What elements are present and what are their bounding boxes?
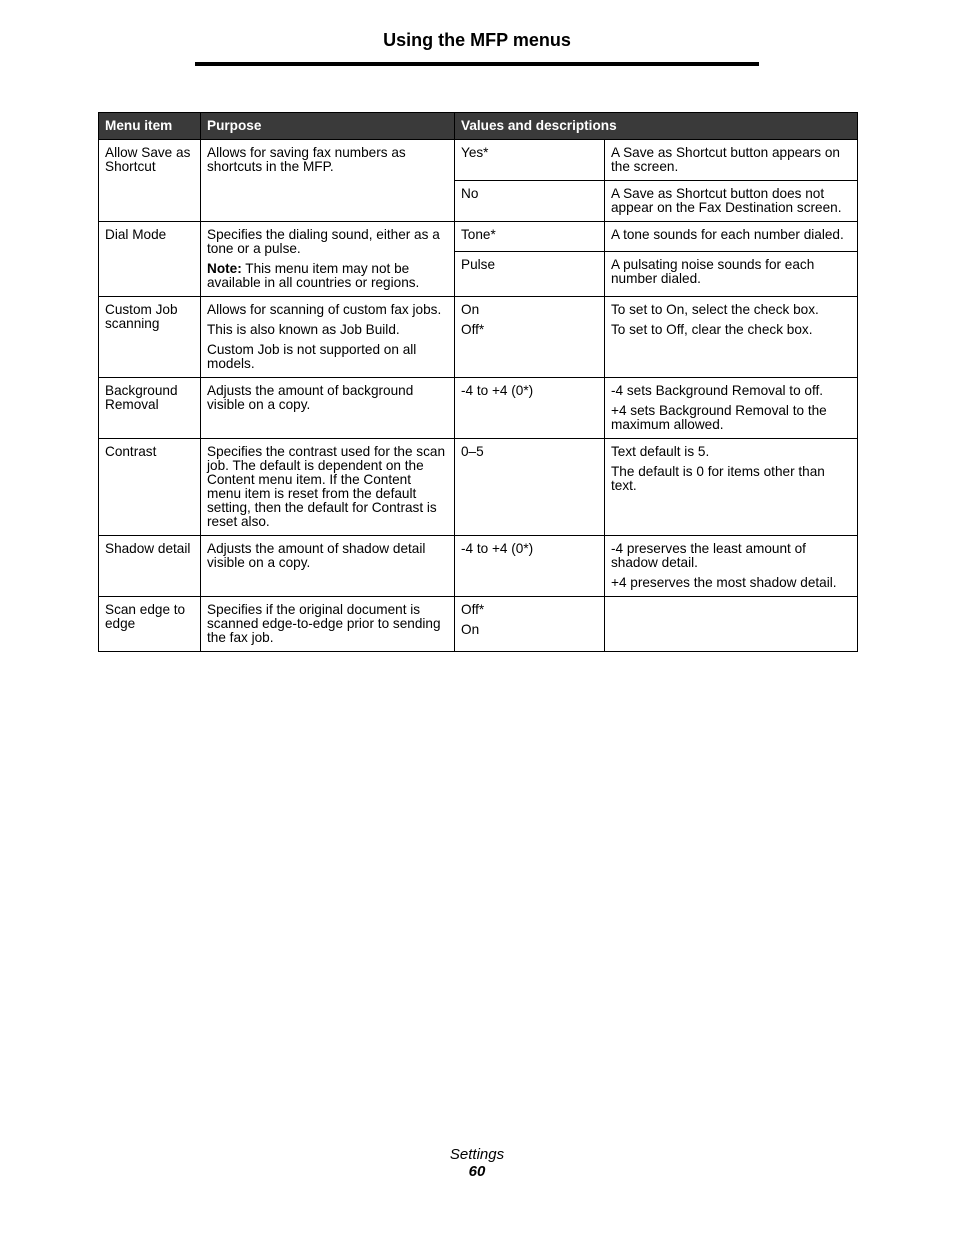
value-text: -4 to +4 (0*)	[461, 541, 534, 556]
menu-item-cell: Custom Job scanning	[99, 297, 201, 378]
table-row	[99, 378, 858, 439]
footer-section-name: Settings	[449, 1146, 505, 1163]
description-text: A pulsating noise sounds for each number dialed.	[611, 256, 815, 286]
column-header-menu-item: Menu item	[99, 113, 201, 140]
table-row	[99, 140, 858, 181]
purpose-text: This is also known as Job Build.	[207, 322, 400, 337]
value-text: Off*	[461, 602, 485, 617]
description-cell	[605, 140, 858, 181]
page-footer	[0, 1146, 954, 1180]
menu-item-cell: Dial Mode	[99, 222, 201, 297]
table-header-row	[99, 113, 858, 140]
purpose-text: Custom Job is not supported on all models.	[207, 342, 417, 371]
purpose-cell	[201, 222, 455, 297]
menu-item-cell: Allow Save as Shortcut	[99, 140, 201, 222]
column-header-values: Values and descriptions	[455, 113, 858, 140]
description-cell	[605, 378, 858, 439]
table-row	[99, 597, 858, 652]
description-cell	[605, 181, 858, 222]
description-cell	[605, 251, 858, 296]
title-rule	[195, 62, 759, 66]
purpose-text: Specifies if the original document is scanned edge-to-edge prior to sending the fax job.	[207, 602, 441, 645]
purpose-cell	[201, 439, 455, 536]
purpose-cell	[201, 536, 455, 597]
table-body	[99, 140, 858, 652]
note-label: Note:	[207, 261, 242, 276]
purpose-text: Allows for scanning of custom fax jobs.	[207, 302, 442, 317]
purpose-text: Adjusts the amount of shadow detail visible on a copy.	[207, 541, 426, 570]
purpose-cell	[201, 140, 455, 222]
table-row	[99, 297, 858, 378]
menu-item-cell: Background Removal	[99, 378, 201, 439]
description-cell	[605, 536, 858, 597]
purpose-text: Allows for saving fax numbers as shortcuts in the MFP.	[207, 145, 406, 174]
description-text: A Save as Shortcut button appears on the screen.	[611, 145, 840, 174]
page-title: Using the MFP menus	[383, 30, 571, 50]
value-text: 0–5	[461, 444, 484, 459]
description-text: +4 sets Background Removal to the maximum allowed.	[611, 403, 827, 432]
table-row	[99, 439, 858, 536]
value-text: Pulse	[461, 256, 496, 272]
description-text: To set to Off, clear the check box.	[611, 322, 813, 337]
value-text: Yes*	[461, 145, 489, 160]
description-text: The default is 0 for items other than text.	[611, 464, 825, 493]
description-text: Text default is 5.	[611, 444, 710, 459]
value-cell	[455, 251, 605, 296]
table-row	[99, 536, 858, 597]
description-text: A tone sounds for each number dialed.	[611, 227, 844, 242]
value-cell	[455, 439, 605, 536]
note-text	[207, 262, 448, 290]
note-body: This menu item may not be available in all countries or regions.	[207, 261, 420, 290]
value-cell	[455, 181, 605, 222]
purpose-text: Adjusts the amount of background visible on a copy.	[207, 383, 414, 412]
description-text: -4 preserves the least amount of shadow detail.	[611, 541, 806, 570]
purpose-text: Specifies the contrast used for the scan job. The default is dependent on the Content menu item. If the Content menu item is reset from the default setting, then the default for Contrast is reset also.	[207, 444, 446, 529]
description-cell	[605, 297, 858, 378]
value-cell	[455, 140, 605, 181]
value-cell	[455, 222, 605, 252]
menu-item-cell: Contrast	[99, 439, 201, 536]
purpose-cell	[201, 597, 455, 652]
purpose-cell	[201, 378, 455, 439]
value-text: Off*	[461, 322, 485, 337]
value-text: -4 to +4 (0*)	[461, 383, 534, 398]
value-text: No	[461, 186, 479, 201]
description-cell	[605, 597, 858, 652]
menu-item-cell: Scan edge to edge	[99, 597, 201, 652]
description-text: +4 preserves the most shadow detail.	[611, 575, 837, 590]
value-cell	[455, 597, 605, 652]
menu-item-cell: Shadow detail	[99, 536, 201, 597]
description-cell	[605, 222, 858, 252]
description-cell	[605, 439, 858, 536]
purpose-cell	[201, 297, 455, 378]
value-cell	[455, 378, 605, 439]
description-text: A Save as Shortcut button does not appear on the Fax Destination screen.	[611, 186, 842, 215]
settings-table	[98, 112, 858, 652]
column-header-purpose: Purpose	[201, 113, 455, 140]
description-text: To set to On, select the check box.	[611, 302, 819, 317]
purpose-text: Specifies the dialing sound, either as a tone or a pulse.	[207, 227, 440, 256]
value-text: Tone*	[461, 227, 496, 242]
description-text: -4 sets Background Removal to off.	[611, 383, 824, 398]
value-cell	[455, 297, 605, 378]
value-text: On	[461, 302, 480, 317]
value-cell	[455, 536, 605, 597]
page-number: 60	[468, 1163, 486, 1180]
table-row	[99, 222, 858, 252]
value-text: On	[461, 622, 480, 637]
